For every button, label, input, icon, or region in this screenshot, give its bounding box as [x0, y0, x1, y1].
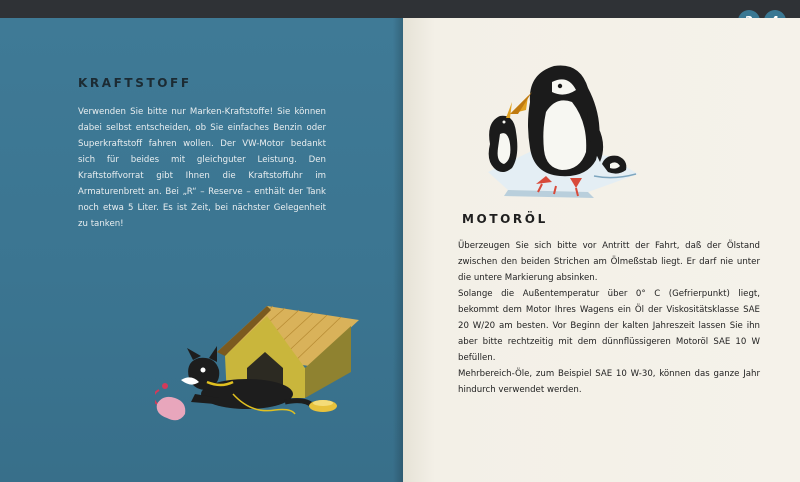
- dog-in-kennel-illustration: [155, 286, 365, 426]
- toy-string: [155, 390, 159, 404]
- kraftstoff-heading: KRAFTSTOFF: [78, 76, 192, 90]
- toy-ball: [162, 383, 168, 389]
- motoroel-heading: MOTORÖL: [462, 212, 548, 226]
- motoroel-paragraph-2: Solange die Außentemperatur über 0° C (Gefrierpunkt) liegt, bekommt dem Motor Ihres Wagens ein Öl der Viskositätsklasse SAE 20 W/20 am besten. Vor Beginn der kalten Jahreszeit lassen Sie ihn aber bitte rechtzeitig mit dem dünnflüssigeren Motoröl SAE 10 W befüllen.: [458, 289, 760, 363]
- penguins-illustration: [468, 52, 648, 212]
- motoroel-paragraph-1: Überzeugen Sie sich bitte vor Antritt der Fahrt, daß der Ölstand zwischen den beiden Strichen am Ölmeßstab liegt. Er darf nie unter die untere Markierung absinken.: [458, 241, 760, 283]
- top-dark-strip: [0, 0, 800, 18]
- motoroel-paragraph-3: Mehrbereich-Öle, zum Beispiel SAE 10 W-30, können das ganze Jahr hindurch verwendet werden.: [458, 369, 760, 395]
- dog-eye: [201, 368, 206, 373]
- small-penguin-beak: [506, 102, 512, 118]
- kraftstoff-body: Verwenden Sie bitte nur Marken-Kraftstoffe! Sie können dabei selbst entscheiden, ob Sie einfaches Benzin oder Superkraftstoff fahren wollen. Der VW-Motor bedankt sich für beides mit gleichguter Leistung. Den Kraftstoffvorrat gibt Ihnen die Kraftstoffuhr im Armaturenbrett an. Bei „R“ – Reserve – enthält der Tank noch etwa 5 Liter. Es ist Zeit, bei nächster Gelegenheit zu tanken!: [78, 107, 326, 229]
- motoroel-body: [458, 238, 760, 398]
- small-penguin-eye: [503, 121, 506, 124]
- food-bowl-rim: [313, 400, 333, 406]
- dog-tail: [285, 401, 313, 406]
- pink-toy: [157, 397, 186, 420]
- big-penguin-eye: [558, 84, 562, 88]
